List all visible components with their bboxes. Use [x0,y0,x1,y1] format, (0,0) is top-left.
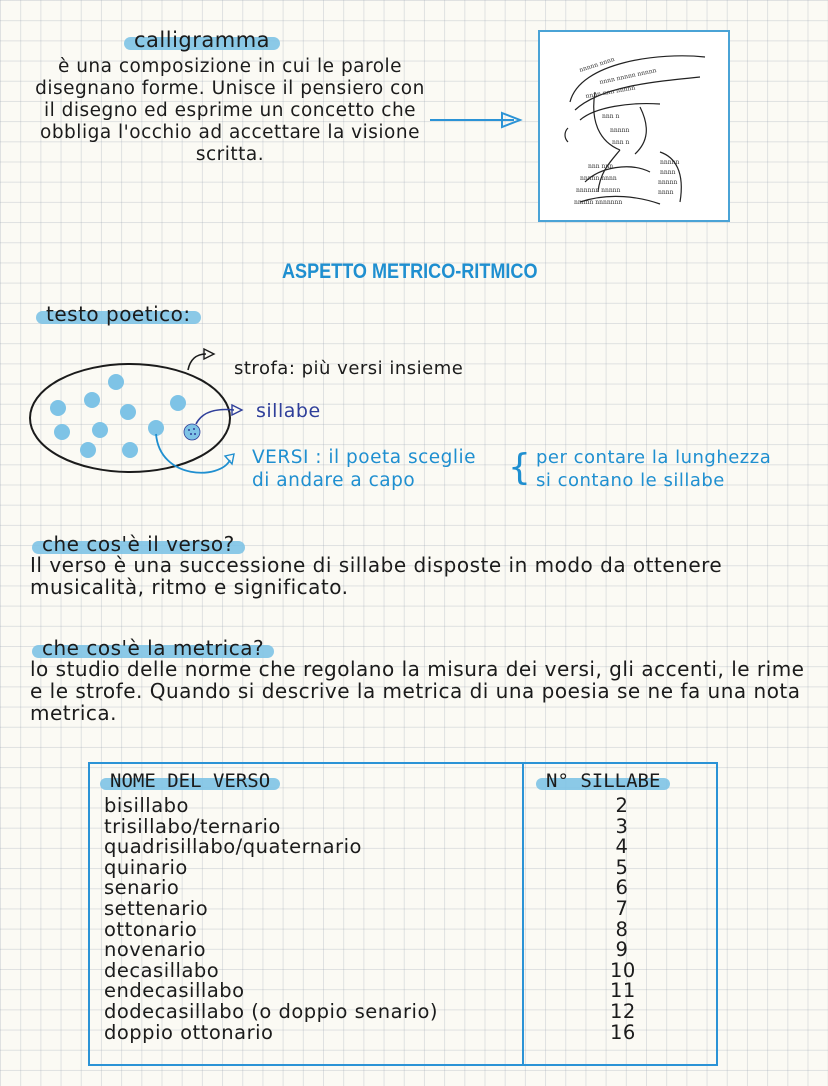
svg-text:nnnn: nnnn [658,189,674,196]
table-row-syllables: 3 [615,814,629,838]
metrica-answer: lo studio delle norme che regolano la misura dei versi, gli accenti, le rime e le strofe. Quando si descrive la metrica di una poesia se ne fa una nota metrica. [30,657,805,725]
svg-text:nnnnn nnnnnnn: nnnnn nnnnnnn [574,199,623,206]
calligramma-title-text: calligramma [128,28,276,52]
svg-text:nnnnn nnnn: nnnnn nnnn [580,175,617,182]
table-row-syllables: 11 [610,979,636,1003]
verso-question-text: che cos'è il verso? [36,532,241,556]
table-row-name: settenario [104,896,209,920]
count-note [536,446,771,492]
versi-label [252,446,476,492]
table-row-syllables: 6 [615,876,629,900]
table-header-name [104,770,276,792]
versi-line-2: di andare a capo [252,470,416,491]
calligramma-description: è una composizione in cui le parole disegnano forme. Unisce il pensiero con il disegno ed esprime un concetto che obbliga l'occhio ad accettare la visione scritta. [35,56,425,165]
strofa-label: strofa: più versi insieme [234,358,464,379]
svg-text:nnnn nnnnn nnnnn: nnnn nnnnn nnnnn [598,67,658,86]
arrow-right-icon [428,110,524,130]
testo-poetico-title [40,302,197,326]
table-row-name: novenario [104,938,206,962]
ellipse-diagram [20,340,260,500]
svg-text:nnn nnn: nnn nnn [588,163,614,170]
svg-text:nnnnn: nnnnn [658,179,678,186]
table-row-name: quinario [104,855,188,879]
calligram-drawing [540,32,728,220]
svg-text:nnnnnn nnnnn: nnnnnn nnnnn [576,187,621,194]
table-row-name: ottonario [104,917,198,941]
table-row-name: quadrisillabo/quaternario [104,835,362,859]
verso-answer: Il verso è una successione di sillabe disposte in modo da ottenere musicalità, ritmo e significato. [30,553,723,599]
table-row-name: endecasillabo [104,979,245,1003]
table-row-name: bisillabo [104,794,189,817]
metrica-question-text: che cos'è la metrica? [36,636,270,660]
svg-text:nnnn: nnnn [660,169,676,176]
section-title: ASPETTO METRICO-RITMICO [282,260,538,283]
table-row-name: trisillabo/ternario [104,814,281,838]
verse-name-list [104,796,438,1043]
table-row-syllables: 12 [610,999,636,1023]
count-line-1: per contare la lunghezza [536,447,772,468]
syllable-count-list [610,796,634,1043]
table-row-syllables: 2 [615,794,629,817]
svg-text:nnn n: nnn n [602,113,620,120]
calligramma-title [128,28,276,52]
table-row-syllables: 9 [615,938,629,962]
table-header-syllables-text: N° SILLABE [540,770,666,792]
table-row-syllables: 7 [615,896,629,920]
verso-question [36,532,241,556]
table-row-name: doppio ottonario [104,1020,274,1044]
table-row-syllables: 4 [615,835,629,859]
svg-text:nnn n: nnn n [612,139,630,146]
metrica-question [36,636,270,660]
table-row-syllables: 5 [615,855,629,879]
sillabe-label: sillabe [256,400,321,422]
table-divider [522,762,524,1066]
testo-poetico-title-text: testo poetico: [40,302,197,326]
svg-text:nnnnn: nnnnn [610,127,630,134]
table-row-name: senario [104,876,180,900]
count-line-2: si contano le sillabe [536,470,725,491]
svg-text:nnnnn: nnnnn [660,159,680,166]
calligram-picture [538,30,730,222]
table-header-name-text: NOME DEL VERSO [104,770,276,792]
table-row-syllables: 8 [615,917,629,941]
brace-icon: { [508,447,531,488]
svg-text:nnnn nnn nnnnn: nnnn nnn nnnnn [585,84,636,100]
table-row-name: decasillabo [104,958,220,982]
table-row-name: dodecasillabo (o doppio senario) [104,999,439,1023]
table-header-syllables [540,770,666,792]
versi-line-1: VERSI : il poeta sceglie [252,447,477,468]
table-row-syllables: 16 [610,1020,636,1044]
table-row-syllables: 10 [610,958,636,982]
svg-text:nnnnn nnnn: nnnnn nnnn [578,55,616,74]
